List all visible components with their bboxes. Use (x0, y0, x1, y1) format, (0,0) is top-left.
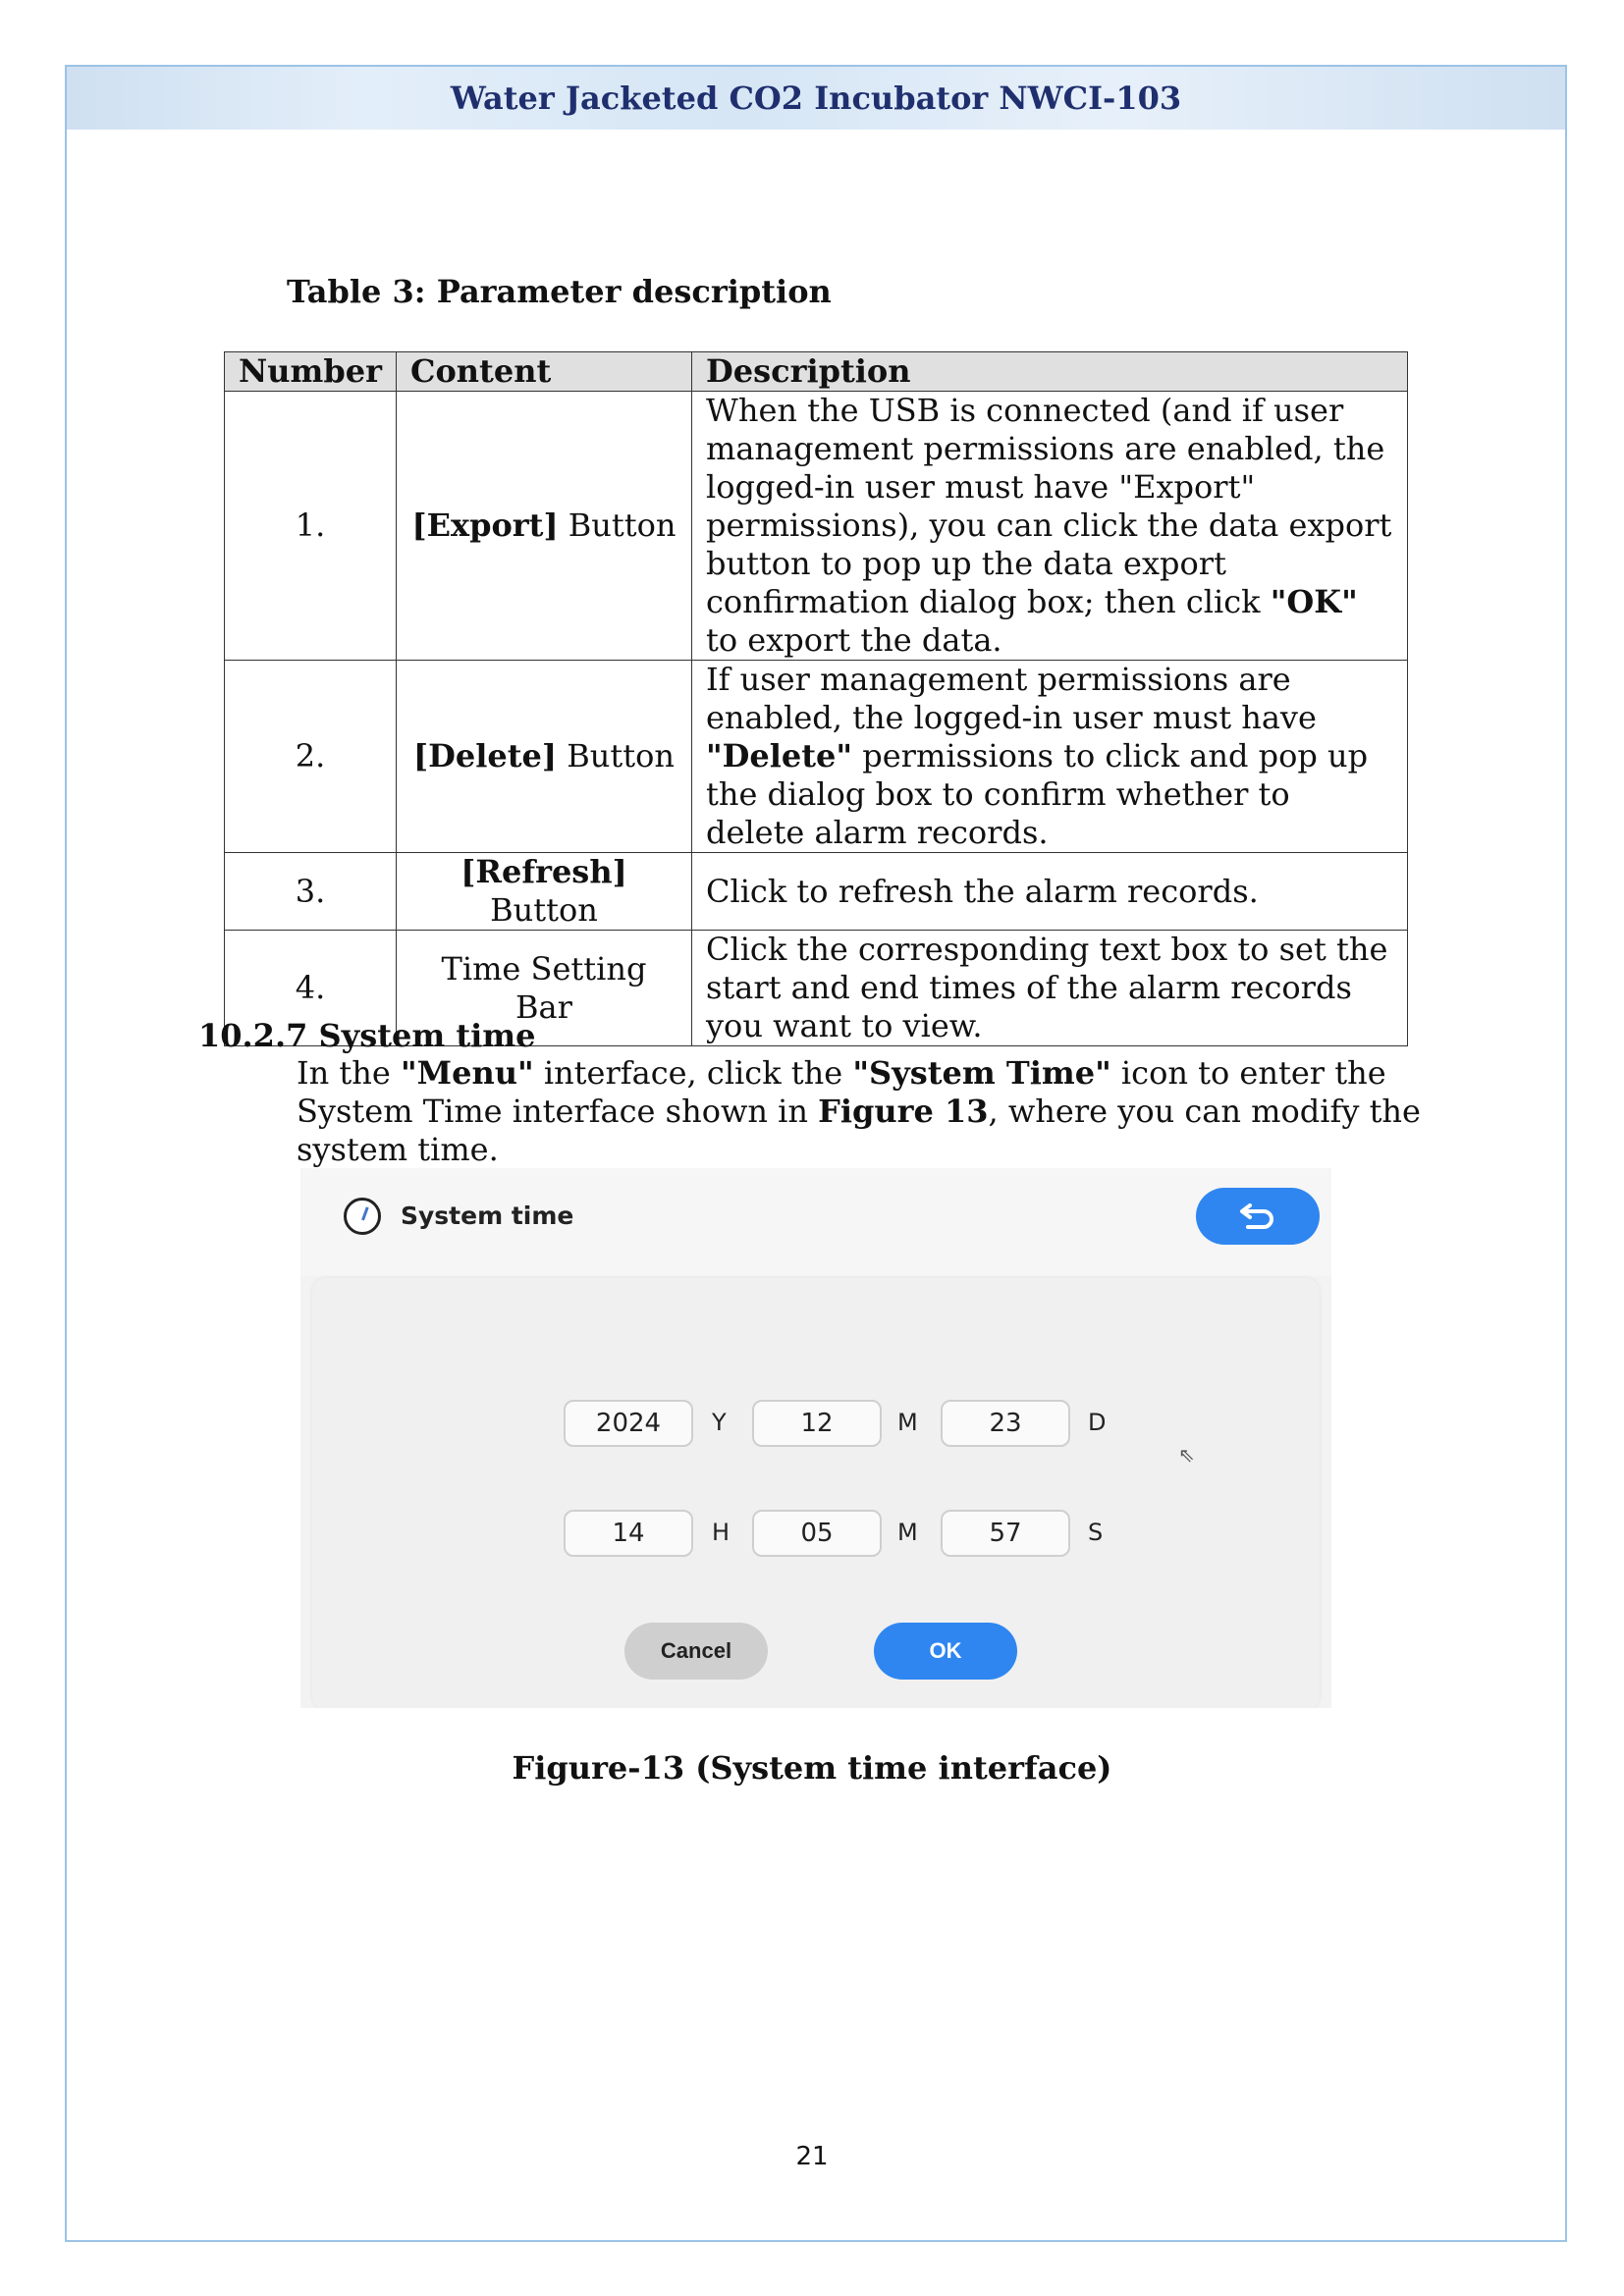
row-description: Click the corresponding text box to set the start and end times of the alarm records you want to view. (691, 931, 1407, 1046)
column-header: Description (691, 352, 1407, 392)
time-panel (312, 1278, 1320, 1708)
year-unit: Y (712, 1409, 727, 1436)
row-number: 2. (225, 661, 397, 853)
mouse-cursor-icon: ⇖ (1178, 1443, 1195, 1467)
parameter-table (224, 351, 1408, 1046)
para-bold: Figure 13 (818, 1093, 989, 1130)
row-content: Time Setting Bar (396, 931, 691, 1046)
row-number: 3. (225, 853, 397, 931)
content-bold: [Delete] (413, 737, 558, 774)
table-header-row (225, 352, 1408, 392)
para-text: In the (297, 1054, 401, 1092)
desc-bold: "Delete" (705, 737, 853, 774)
section-paragraph (297, 1054, 1445, 1169)
ok-button[interactable]: OK (874, 1623, 1017, 1680)
hour-input[interactable]: 14 (564, 1510, 693, 1557)
page-number: 21 (795, 2142, 829, 2171)
page-header (67, 67, 1565, 130)
second-input[interactable]: 57 (941, 1510, 1070, 1557)
minute-input[interactable]: 05 (752, 1510, 882, 1557)
row-content (396, 661, 691, 853)
row-content (396, 853, 691, 931)
row-description: Click to refresh the alarm records. (691, 853, 1407, 931)
desc-text: to export the data. (705, 621, 1002, 659)
hour-unit: H (712, 1519, 731, 1546)
desc-bold: "OK" (1270, 583, 1358, 620)
month-input[interactable]: 12 (752, 1400, 882, 1447)
para-text: icon to enter the System Time interface shown in (297, 1054, 1386, 1130)
clock-icon (344, 1198, 381, 1235)
desc-text: permissions to click and pop up the dialog box to confirm whether to delete alarm records. (705, 737, 1369, 851)
minute-unit: M (897, 1519, 918, 1546)
cancel-button[interactable]: Cancel (624, 1623, 768, 1680)
content-rest: Button (490, 891, 598, 929)
undo-arrow-icon (1238, 1200, 1277, 1233)
day-unit: D (1088, 1409, 1107, 1436)
header-title: Water Jacketed CO2 Incubator NWCI-103 (450, 80, 1182, 117)
month-unit: M (897, 1409, 918, 1436)
table-row (225, 661, 1408, 853)
row-number: 4. (225, 931, 397, 1046)
figure-caption: Figure-13 (System time interface) (512, 1749, 1112, 1787)
row-content (396, 392, 691, 661)
content-bold: [Refresh] (460, 853, 627, 890)
section-heading: 10.2.7 System time (198, 1017, 536, 1054)
back-button[interactable] (1196, 1188, 1320, 1245)
row-description (691, 392, 1407, 661)
row-number: 1. (225, 392, 397, 661)
table-row (225, 853, 1408, 931)
screen-header (300, 1168, 1331, 1276)
para-text: , where you can modify the system time. (297, 1093, 1421, 1168)
column-header: Number (225, 352, 397, 392)
content-rest: Button (558, 507, 677, 544)
desc-text: If user management permissions are enabled, the logged-in user must have (705, 661, 1317, 736)
row-description (691, 661, 1407, 853)
column-header: Content (396, 352, 691, 392)
para-bold: "System Time" (852, 1054, 1111, 1092)
content-rest: Button (557, 737, 675, 774)
content-bold: [Export] (411, 507, 559, 544)
screen-title: System time (401, 1201, 574, 1230)
day-input[interactable]: 23 (941, 1400, 1070, 1447)
year-input[interactable]: 2024 (564, 1400, 693, 1447)
system-time-screenshot (300, 1168, 1331, 1708)
second-unit: S (1088, 1519, 1104, 1546)
para-text: interface, click the (533, 1054, 853, 1092)
table-row (225, 392, 1408, 661)
table-caption: Table 3: Parameter description (287, 273, 832, 310)
desc-text: When the USB is connected (and if user management permissions are enabled, the logged-in user must have "Export" permissions), you can click the data export button to pop up the data export confirmation dialog box; then click (705, 392, 1392, 620)
para-bold: "Menu" (401, 1054, 534, 1092)
